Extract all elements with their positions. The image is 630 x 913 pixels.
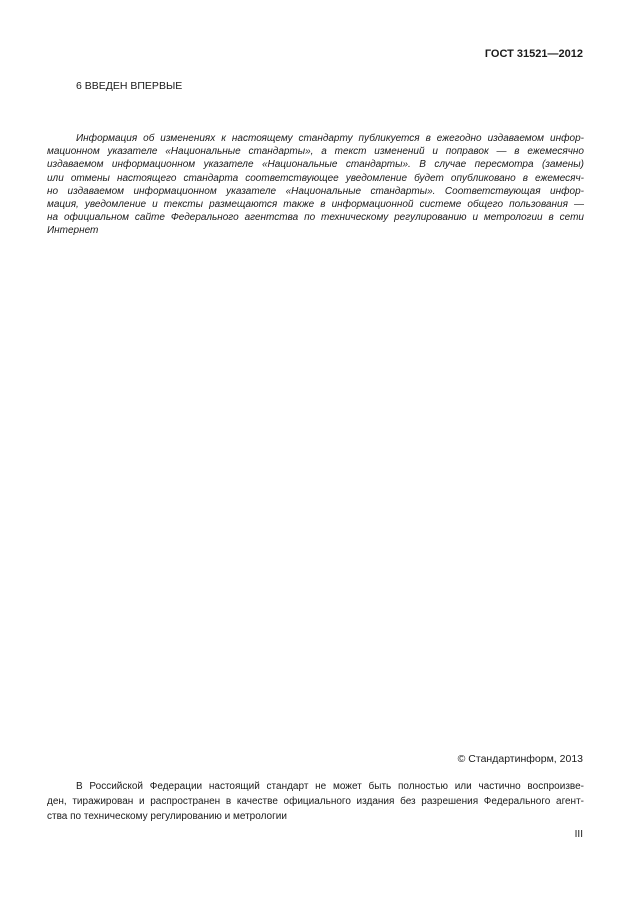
legal-line: В Российской Федерации настоящий стандарт не может быть полностью или частично воспроизве-	[76, 781, 584, 792]
info-line: Информация об изменениях к настоящему стандарту публикуется в ежегодно издаваемом инфор-	[76, 133, 584, 144]
legal-line: ства по техническому регулированию и метрологии	[47, 811, 287, 822]
reproduction-notice-paragraph	[47, 779, 584, 824]
info-line: Интернет	[47, 225, 99, 237]
info-line: мация, уведомление и тексты размещаются также в информационной системе общего пользования —	[47, 199, 584, 211]
copyright-notice: © Стандартинформ, 2013	[457, 753, 583, 765]
legal-line: ден, тиражирован и распространен в качестве официального издания без разрешения Федерального агент-	[47, 796, 584, 807]
amendments-info-paragraph	[47, 132, 584, 238]
page-number: III	[574, 829, 583, 840]
info-line: мационном указателе «Национальные стандарты», а текст изменений и поправок — в ежемесячно	[47, 146, 584, 158]
clause-introduced-first: 6 ВВЕДЕН ВПЕРВЫЕ	[76, 80, 183, 92]
info-line: или отмены настоящего стандарта соответствующее уведомление будет опубликовано в ежемесяч-	[47, 172, 584, 184]
info-line: но издаваемом информационном указателе «Национальные стандарты». Соответствующая инфор-	[47, 185, 584, 197]
info-line: на официальном сайте Федерального агентства по техническому регулированию и метрологии в сети	[47, 212, 584, 224]
info-line: издаваемом информационном указателе «Национальные стандарты». В случае пересмотра (замены)	[47, 159, 584, 171]
document-code: ГОСТ 31521—2012	[484, 48, 583, 60]
